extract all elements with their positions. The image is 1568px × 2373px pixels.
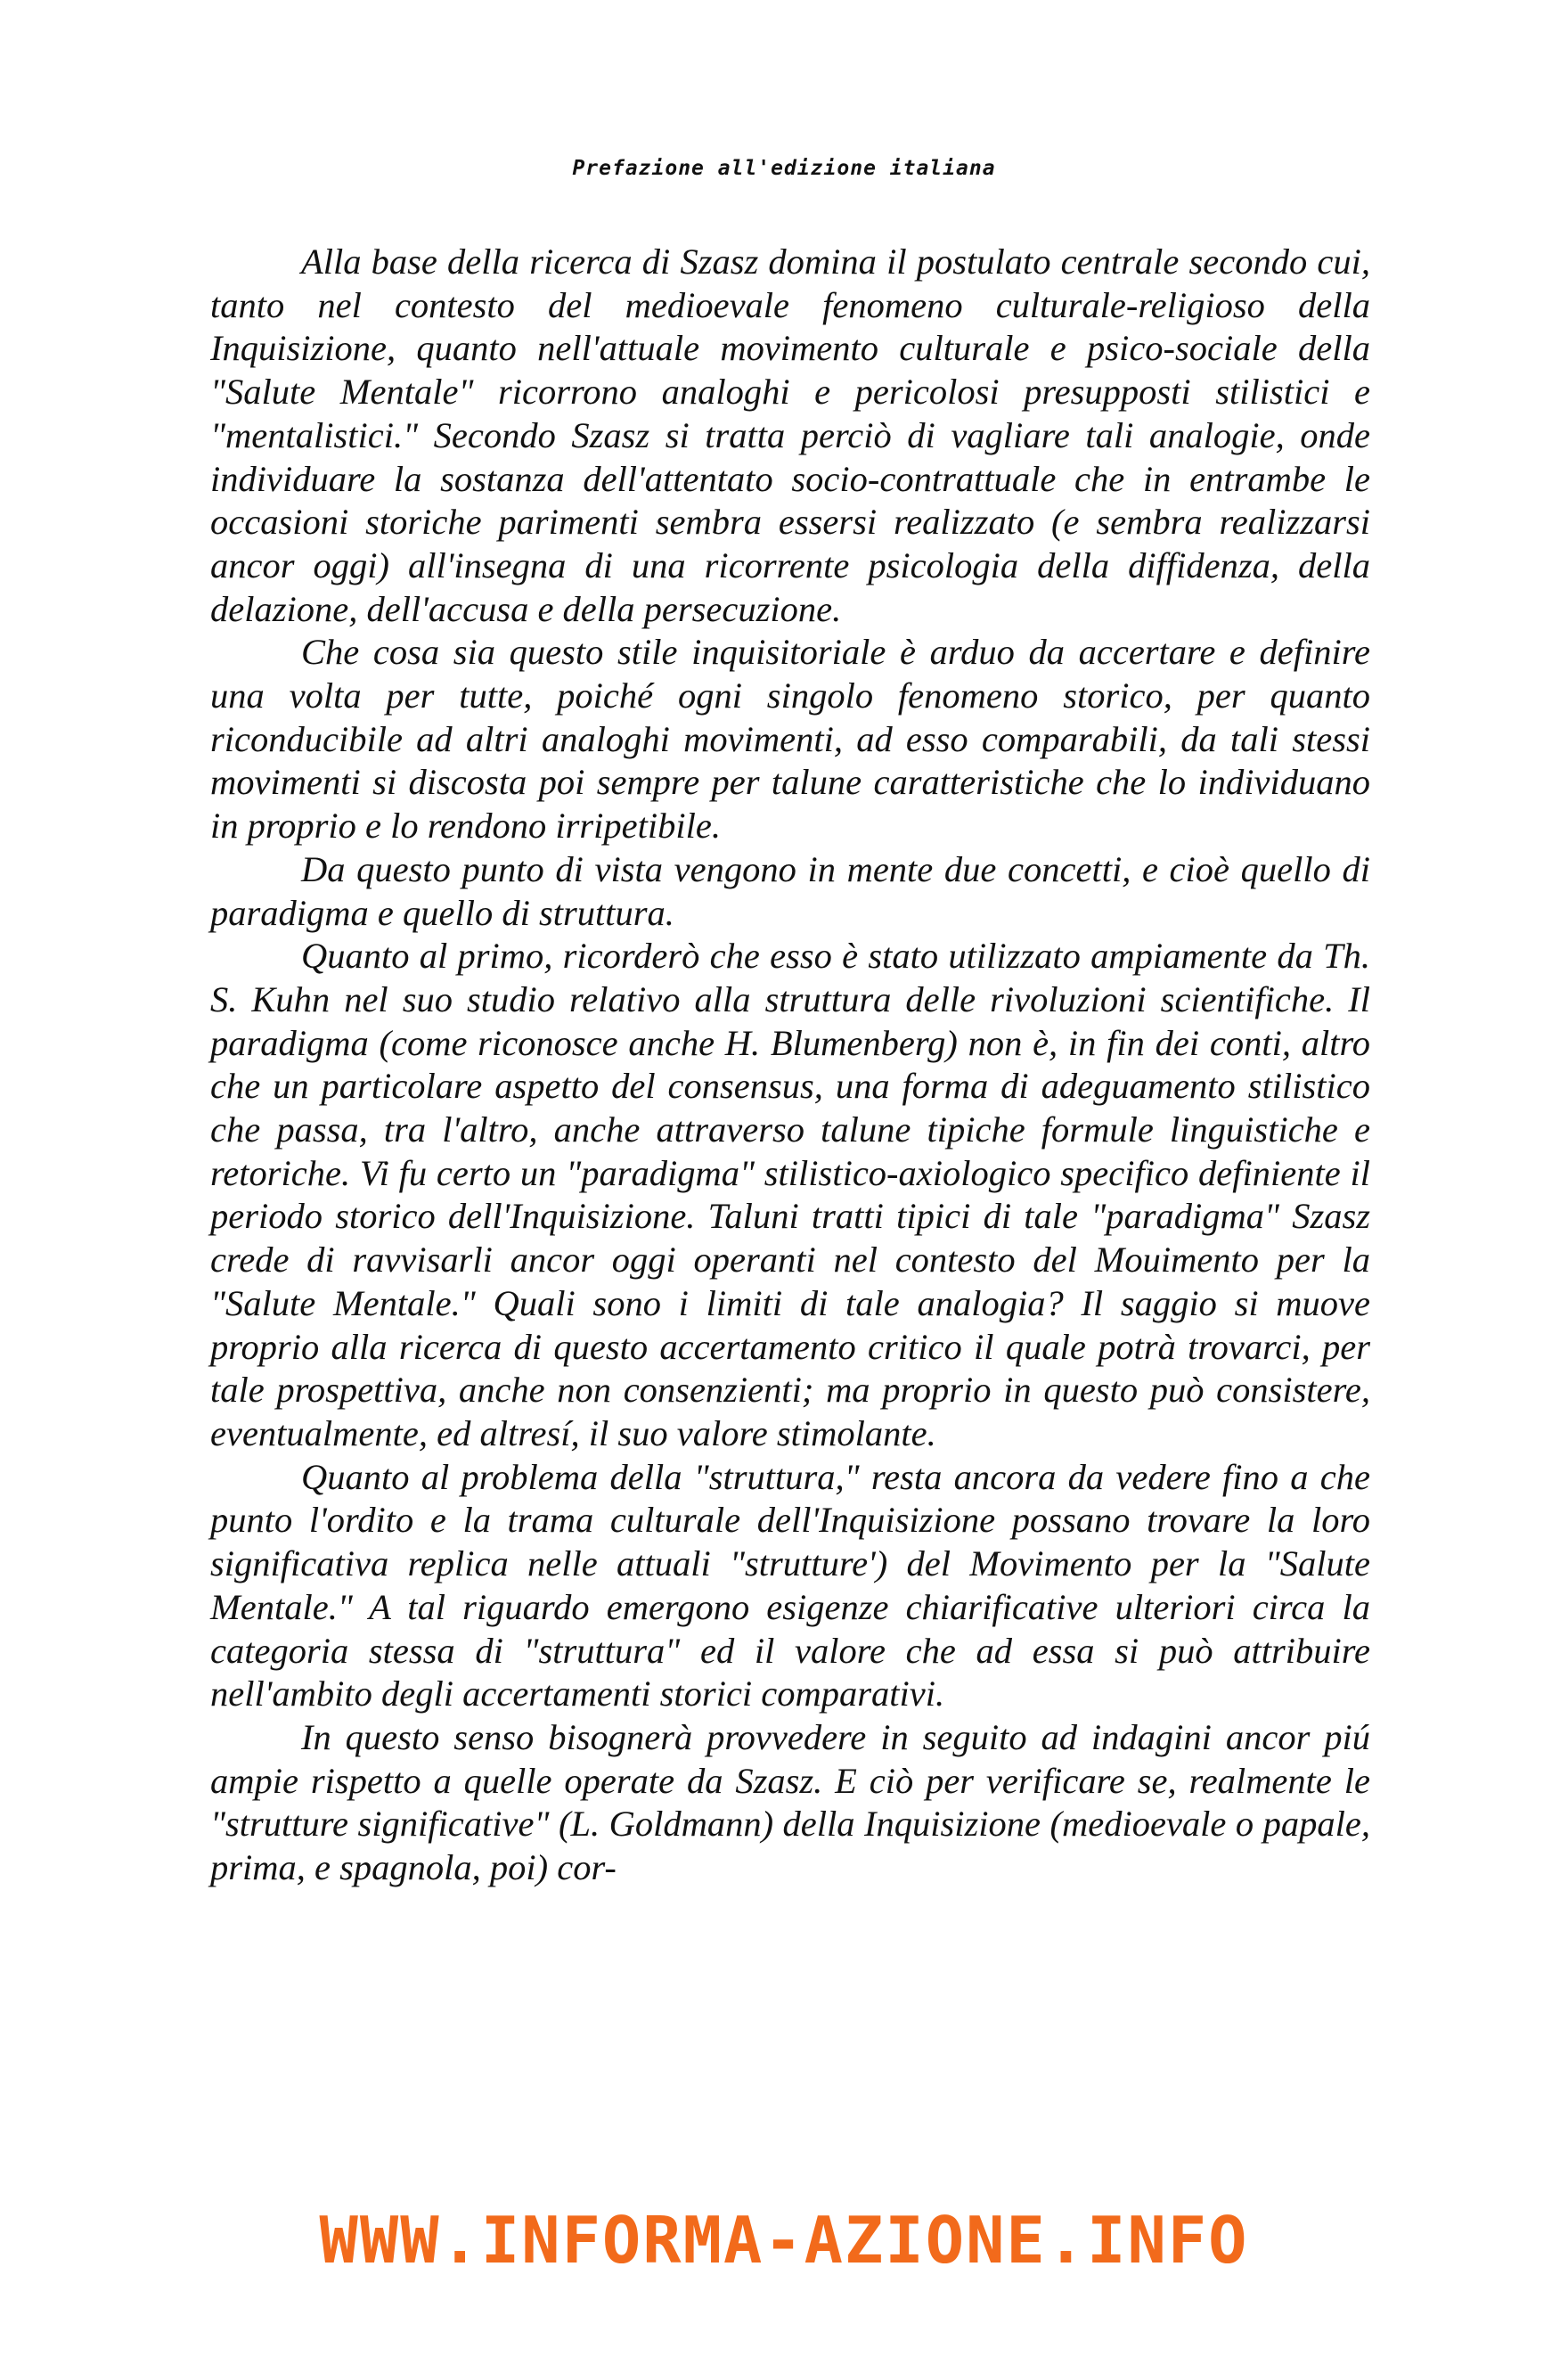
paragraph-2: Che cosa sia questo stile inquisitoriale è arduo da accertare e definire una volta per tutte, poiché ogni singolo fenomeno storico, per quanto riconducibile ad altri analoghi movimenti, ad esso comparabili, da tali stessi movimenti si discosta poi sempre per talune caratteristiche che lo individuano in proprio e lo rendono irripetibile. (210, 632, 1370, 847)
watermark-url: WWW.INFORMA-AZIONE.INFO (319, 2203, 1249, 2278)
paragraph-1: Alla base della ricerca di Szasz domina il postulato centrale secondo cui, tanto nel contesto del medioevale fenomeno culturale-religioso della Inquisizione, quanto nell'attuale movimento culturale e psico-sociale della "Salute Mentale" ricorrono analoghi e pericolosi presupposti stilistici e "mentalistici." Secondo Szasz si tratta perciò di vagliare tali analogie, onde individuare la sostanza dell'attentato socio-contrattuale che in entrambe le occasioni storiche parimenti sembra essersi realizzato (e sembra realizzarsi ancor oggi) all'insegna di una ricorrente psicologia della diffidenza, della delazione, dell'accusa e della persecuzione. (210, 241, 1370, 629)
paragraph-6: In questo senso bisognerà provvedere in seguito ad indagini ancor piú ampie rispetto a quelle operate da Szasz. E ciò per verificare se, realmente le "strutture significative" (L. Goldmann) della Inquisizione (medioevale o papale, prima, e spagnola, poi) cor- (210, 1716, 1370, 1888)
running-head: Prefazione all'edizione italiana (572, 157, 996, 180)
paragraph-4: Quanto al primo, ricorderò che esso è stato utilizzato ampiamente da Th. S. Kuhn nel suo studio relativo alla struttura delle rivoluzioni scientifiche. Il paradigma (come riconosce anche H. Blumenberg) non è, in fin dei conti, altro che un particolare aspetto del consensus, una forma di adeguamento stilistico che passa, tra l'altro, anche attraverso talune tipiche formule linguistiche e retoriche. Vi fu certo un "paradigma" stilistico-axiologico specifico definiente il periodo storico dell'Inquisizione. Taluni tratti tipici di tale "paradigma" Szasz crede di ravvisarli ancor oggi operanti nel contesto del Mouimento per la "Salute Mentale." Quali sono i limiti di tale analogia? Il saggio si muove proprio alla ricerca di questo accertamento critico il quale potrà trovarci, per tale prospettiva, anche non consenzienti; ma proprio in questo può consistere, eventualmente, ed altresí, il suo valore stimolante. (210, 936, 1370, 1453)
paragraph-3: Da questo punto di vista vengono in mente due concetti, e cioè quello di paradigma e quello di struttura. (210, 848, 1370, 933)
body-text (210, 241, 1370, 1890)
paragraph-5: Quanto al problema della "struttura," resta ancora da vedere fino a che punto l'ordito e la trama culturale dell'Inquisizione possano trovare la loro significativa replica nelle attuali "strutture') del Movimento per la "Salute Mentale." A tal riguardo emergono esigenze chiarificative ulteriori circa la categoria stessa di "struttura" ed il valore che ad essa si può attribuire nell'ambito degli accertamenti storici comparativi. (210, 1456, 1370, 1714)
